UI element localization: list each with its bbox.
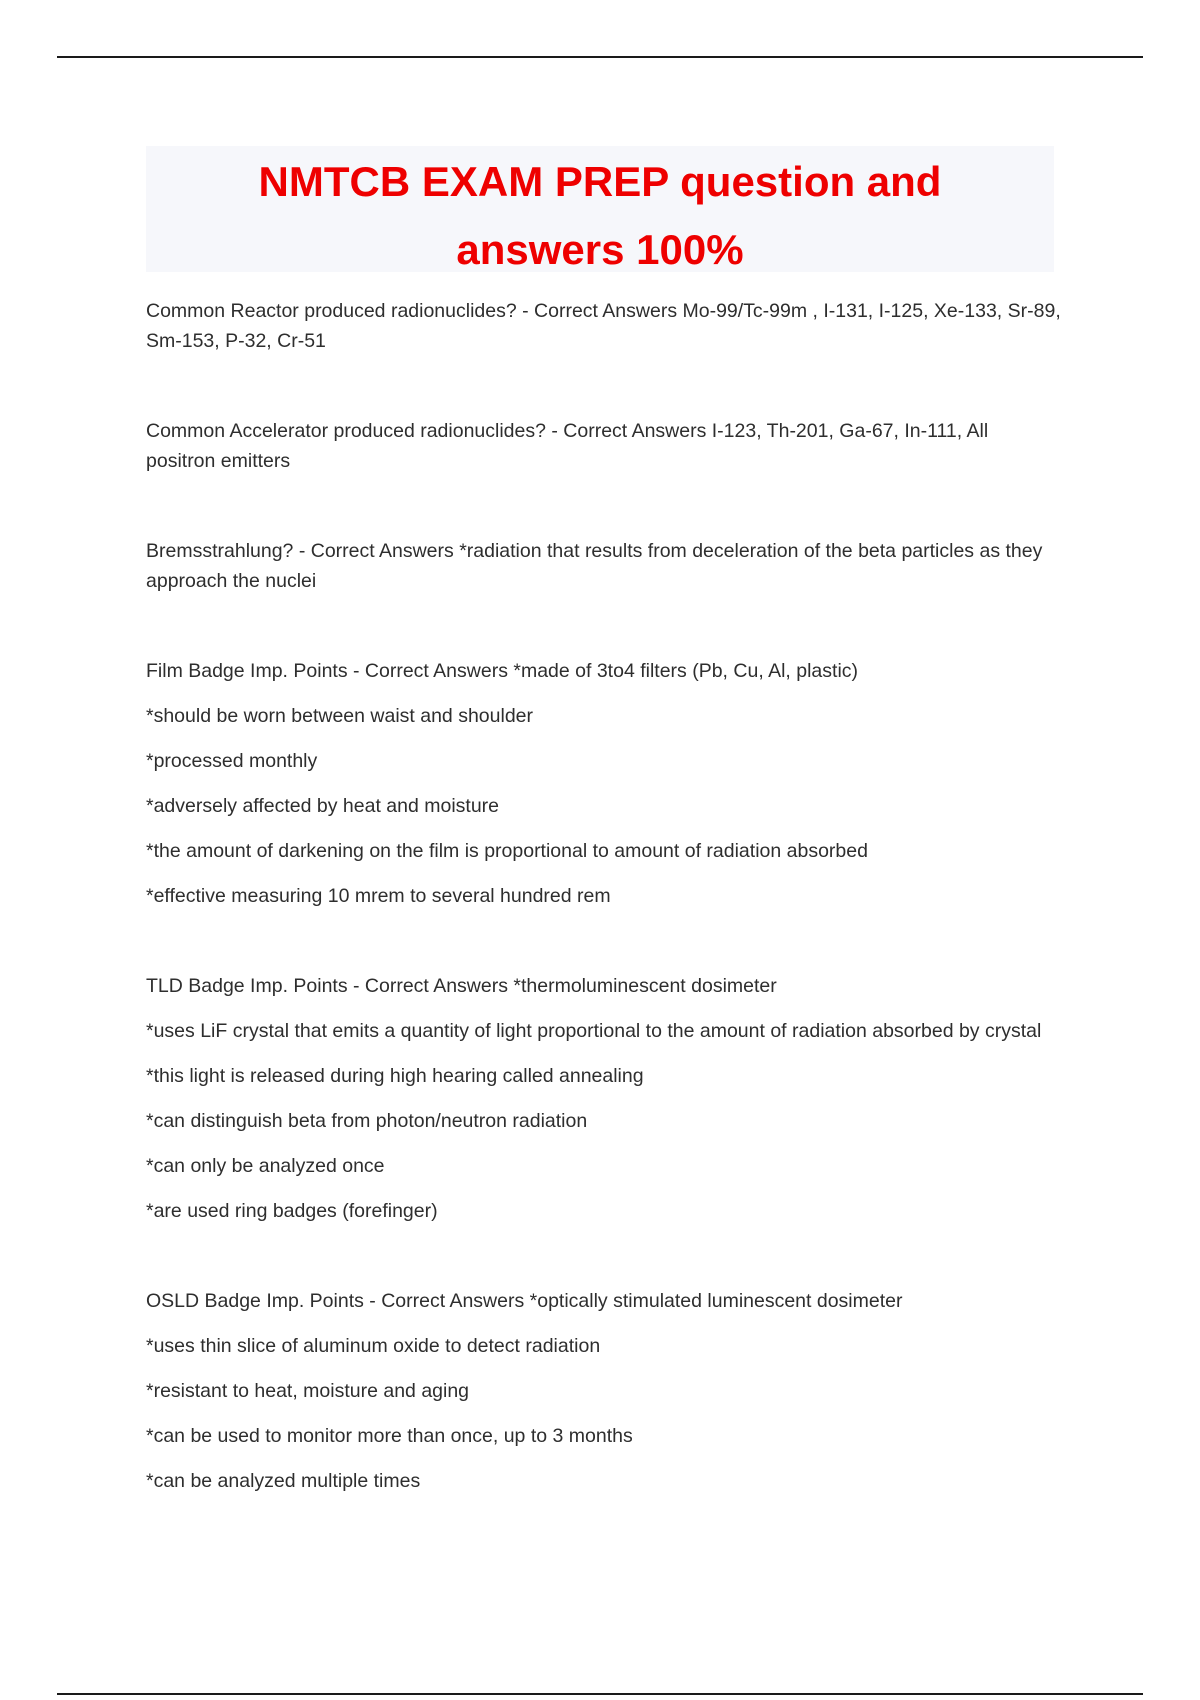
qa-line: *effective measuring 10 mrem to several hundred rem bbox=[146, 885, 611, 907]
qa-item-accelerator bbox=[146, 416, 1062, 476]
qa-line: *can be used to monitor more than once, up to 3 months bbox=[146, 1425, 633, 1447]
top-rule bbox=[57, 56, 1143, 58]
qa-item-osld-badge bbox=[146, 1286, 1062, 1496]
qa-line: TLD Badge Imp. Points - Correct Answers *thermoluminescent dosimeter bbox=[146, 975, 777, 997]
qa-item-bremsstrahlung bbox=[146, 536, 1062, 596]
qa-line: *adversely affected by heat and moisture bbox=[146, 795, 500, 817]
qa-item-film-badge bbox=[146, 656, 1062, 911]
bottom-rule bbox=[57, 1693, 1143, 1695]
qa-line: *can distinguish beta from photon/neutron radiation bbox=[146, 1110, 588, 1132]
qa-item-tld-badge bbox=[146, 971, 1062, 1226]
qa-line: *processed monthly bbox=[146, 750, 318, 772]
qa-line: *resistant to heat, moisture and aging bbox=[146, 1380, 470, 1402]
qa-line: *can only be analyzed once bbox=[146, 1155, 385, 1177]
qa-line: Common Reactor produced radionuclides? - Correct Answers Mo-99/Tc-99m , I-131, I-125, Xe-133, Sr-89, Sm-153, P-32, Cr-51 bbox=[146, 300, 1061, 352]
qa-item-reactor bbox=[146, 296, 1062, 356]
qa-line: *should be worn between waist and shoulder bbox=[146, 705, 534, 727]
qa-line: *this light is released during high hearing called annealing bbox=[146, 1065, 644, 1087]
qa-line: *the amount of darkening on the film is proportional to amount of radiation absorbed bbox=[146, 840, 868, 862]
qa-line: *uses LiF crystal that emits a quantity of light proportional to the amount of radiation absorbed by crystal bbox=[146, 1020, 1042, 1042]
title-banner bbox=[146, 146, 1054, 272]
qa-line: OSLD Badge Imp. Points - Correct Answers *optically stimulated luminescent dosimeter bbox=[146, 1290, 903, 1312]
page-title-line-1: NMTCB EXAM PREP question and bbox=[258, 158, 942, 205]
page-title-line-2: answers 100% bbox=[456, 226, 744, 273]
qa-line: *uses thin slice of aluminum oxide to detect radiation bbox=[146, 1335, 601, 1357]
qa-line: *are used ring badges (forefinger) bbox=[146, 1200, 438, 1222]
qa-line: *can be analyzed multiple times bbox=[146, 1470, 421, 1492]
qa-line: Film Badge Imp. Points - Correct Answers *made of 3to4 filters (Pb, Cu, Al, plastic) bbox=[146, 660, 859, 682]
qa-line: Common Accelerator produced radionuclides? - Correct Answers I-123, Th-201, Ga-67, In-111, All positron emitters bbox=[146, 420, 989, 472]
qa-line: Bremsstrahlung? - Correct Answers *radiation that results from deceleration of the beta particles as they approach the nuclei bbox=[146, 540, 1043, 592]
qa-content bbox=[146, 296, 1062, 1556]
